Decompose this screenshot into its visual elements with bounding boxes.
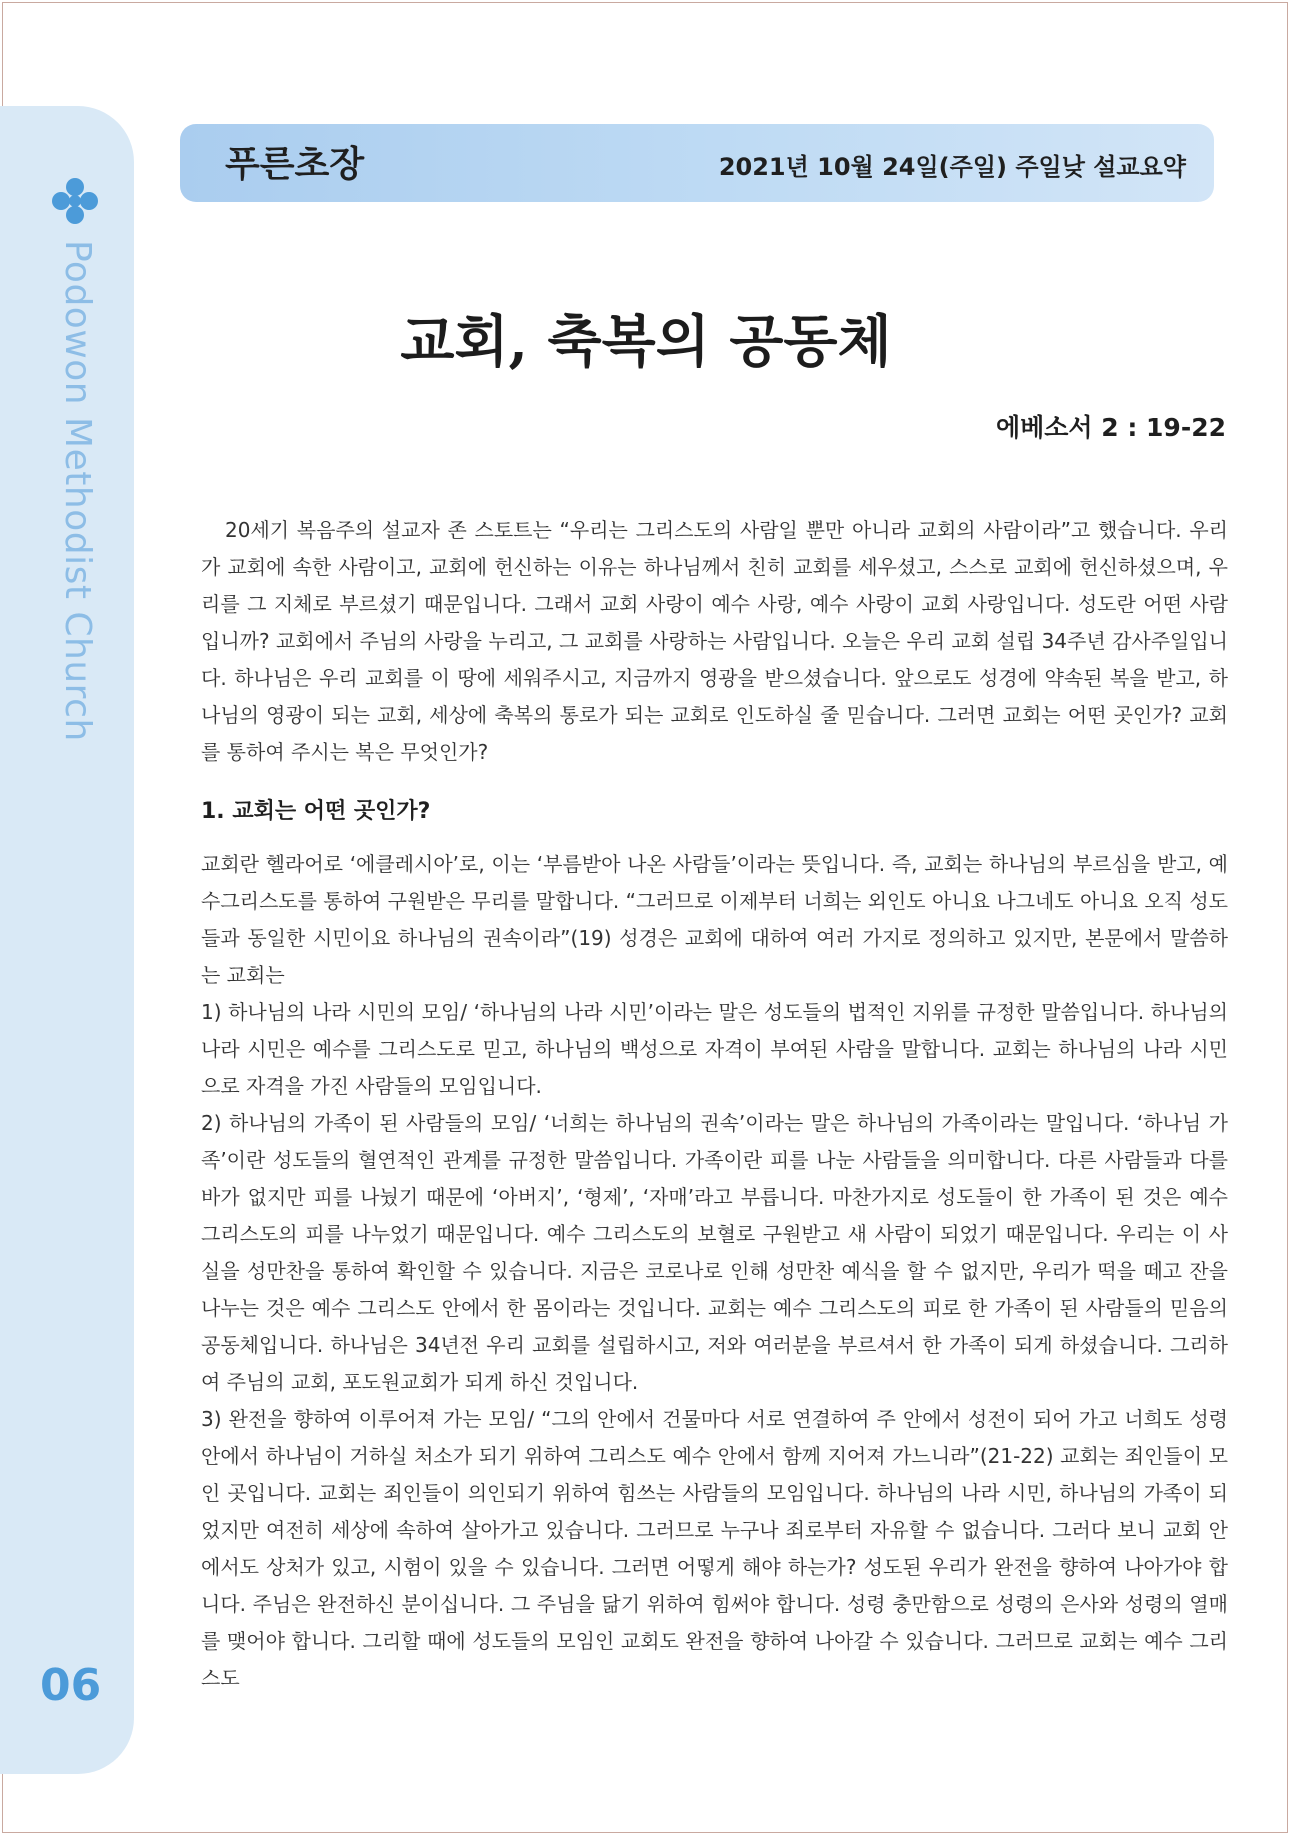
page-number: 06 (40, 1660, 102, 1711)
paragraph: 1) 하나님의 나라 시민의 모임/ ‘하나님의 나라 시민’이라는 말은 성도들의 법적인 지위를 규정한 말씀입니다. 하나님의 나라 시민은 예수를 그리스도로 믿고, 하나님의 백성으로 자격이 부여된 사람을 말합니다. 교회는 하나님의 나라 시민으로 자격을 가진 사람들의 모임입니다. (201, 1000, 1228, 1098)
header-band (180, 124, 1214, 202)
clover-icon (50, 176, 100, 226)
column-label: 푸른초장 (225, 144, 365, 185)
paragraph: 2) 하나님의 가족이 된 사람들의 모임/ ‘너희는 하나님의 권속’이라는 말은 하나님의 가족이라는 말입니다. ‘하나님 가족’이란 성도들의 혈연적인 관계를 규정한 말씀입니다. 가족이란 피를 나눈 사람들을 의미합니다. 다른 사람들과 다를 바가 없지만 피를 나눴기 때문에 ‘아버지’, ‘형제’, ‘자매’라고 부릅니다. 마찬가지로 성도들이 한 가족이 된 것은 예수 그리스도의 피를 나누었기 때문입니다. 예수 그리스도의 보혈로 구원받고 새 사람이 되었기 때문입니다. 우리는 이 사실을 성만찬을 통하여 확인할 수 있습니다. 지금은 코로나로 인해 성만찬 예식을 할 수 없지만, 우리가 떡을 떼고 잔을 나누는 것은 예수 그리스도 안에서 한 몸이라는 것입니다. 교회는 예수 그리스도의 피로 한 가족이 된 사람들의 믿음의 공동체입니다. 하나님은 34년전 우리 교회를 설립하시고, 저와 여러분을 부르셔서 한 가족이 되게 하셨습니다. 그리하여 주님의 교회, 포도원교회가 되게 하신 것입니다. (201, 1111, 1228, 1394)
sermon-date: 2021년 10월 24일(주일) 주일낮 설교요약 (718, 153, 1186, 181)
church-name-vertical: Podowon Methodist Church (57, 240, 98, 742)
paragraph: 3) 완전을 향하여 이루어져 가는 모임/ “그의 안에서 건물마다 서로 연결하여 주 안에서 성전이 되어 가고 너희도 성령 안에서 하나님이 거하실 처소가 되기 위하여 그리스도 예수 안에서 함께 지어져 가느니라”(21-22) 교회는 죄인들이 모인 곳입니다. 교회는 죄인들이 의인되기 위하여 힘쓰는 사람들의 모임입니다. 하나님의 나라 시민, 하나님의 가족이 되었지만 여전히 세상에 속하여 살아가고 있습니다. 그러므로 누구나 죄로부터 자유할 수 없습니다. 그러다 보니 교회 안에서도 상처가 있고, 시험이 있을 수 있습니다. 그러면 어떻게 해야 하는가? 성도된 우리가 완전을 향하여 나아가야 합니다. 주님은 완전하신 분이십니다. 그 주님을 닮기 위하여 힘써야 합니다. 성령 충만함으로 성령의 은사와 성령의 열매를 맺어야 합니다. 그리할 때에 성도들의 모임인 교회도 완전을 향하여 나아갈 수 있습니다. 그러므로 교회는 예수 그리스도 (201, 1407, 1228, 1690)
paragraph: 교회란 헬라어로 ‘에클레시아’로, 이는 ‘부름받아 나온 사람들’이라는 뜻입니다. 즉, 교회는 하나님의 부르심을 받고, 예수그리스도를 통하여 구원받은 무리를 말합니다. “그러므로 이제부터 너희는 외인도 아니요 나그네도 아니요 오직 성도들과 동일한 시민이요 하나님의 권속이라”(19) 성경은 교회에 대하여 여러 가지로 정의하고 있지만, 본문에서 말씀하는 교회는 (201, 852, 1228, 987)
section-heading: 1. 교회는 어떤 곳인가? (201, 799, 431, 824)
intro-paragraph: 20세기 복음주의 설교자 존 스토트는 “우리는 그리스도의 사람일 뿐만 아니라 교회의 사람이라”고 했습니다. 우리가 교회에 속한 사람이고, 교회에 헌신하는 이유는 하나님께서 친히 교회를 세우셨고, 스스로 교회에 헌신하셨으며, 우리를 그 지체로 부르셨기 때문입니다. 그래서 교회 사랑이 예수 사랑, 예수 사랑이 교회 사랑입니다. 성도란 어떤 사람입니까? 교회에서 주님의 사랑을 누리고, 그 교회를 사랑하는 사람입니다. 오늘은 우리 교회 설립 34주년 감사주일입니다. 하나님은 우리 교회를 이 땅에 세워주시고, 지금까지 영광을 받으셨습니다. 앞으로도 성경에 약속된 복을 받고, 하나님의 영광이 되는 교회, 세상에 축복의 통로가 되는 교회로 인도하실 줄 믿습니다. 그러면 교회는 어떤 곳인가? 교회를 통하여 주시는 복은 무엇인가? (201, 518, 1228, 764)
scripture-reference: 에베소서 2 : 19-22 (995, 413, 1226, 442)
sermon-title: 교회, 축복의 공동체 (400, 309, 892, 375)
section-body (201, 846, 1228, 1697)
